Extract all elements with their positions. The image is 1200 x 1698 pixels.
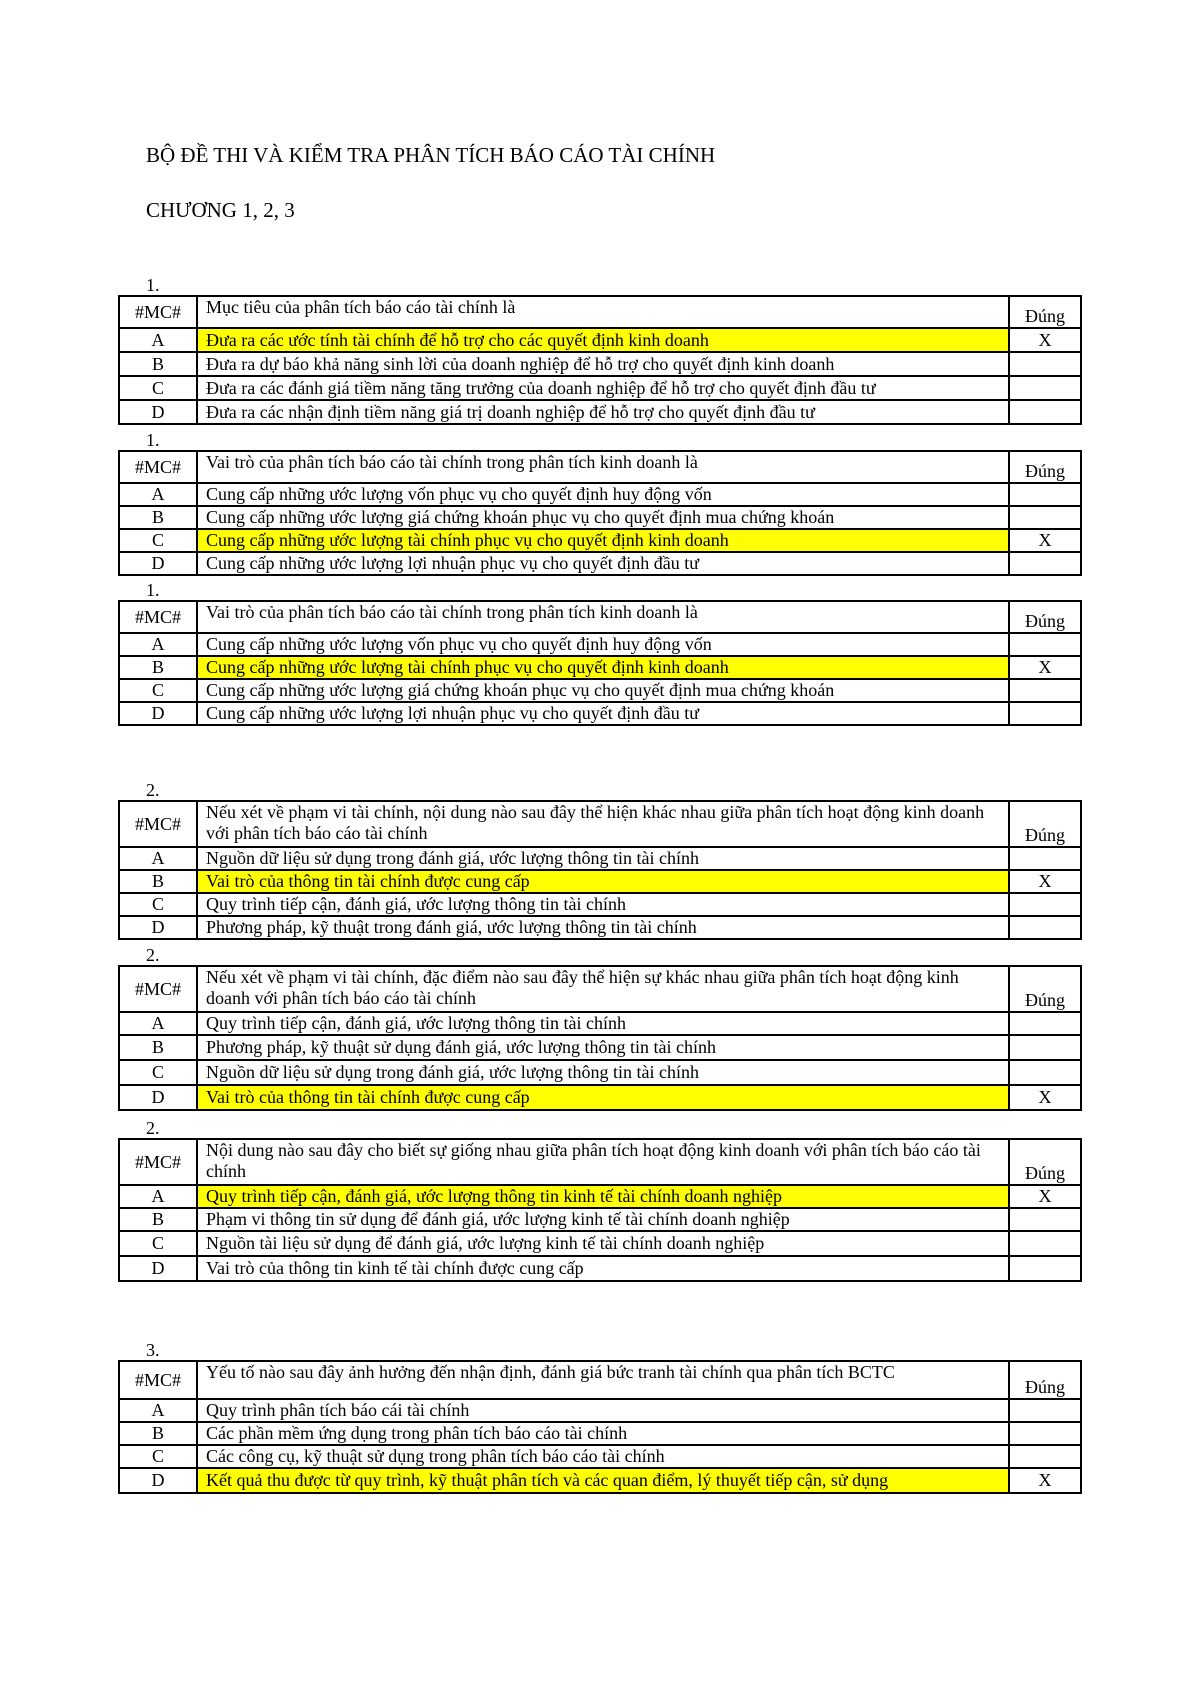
mc-table [118, 295, 1082, 425]
mc-tag: #MC# [119, 1361, 197, 1399]
option-row [119, 1468, 1081, 1493]
mc-tag: #MC# [119, 1139, 197, 1185]
correct-mark [1009, 1035, 1081, 1060]
option-row [119, 679, 1081, 702]
option-text: Đưa ra các đánh giá tiềm năng tăng trưởng của doanh nghiệp để hỗ trợ cho quyết định đầu tư [197, 376, 1009, 400]
option-row [119, 1445, 1081, 1468]
option-row [119, 529, 1081, 552]
option-letter: A [119, 1399, 197, 1422]
question-number: 3. [146, 1340, 160, 1360]
mc-table [118, 800, 1082, 940]
option-letter: A [119, 633, 197, 656]
mc-table [118, 450, 1082, 576]
mc-table [118, 1360, 1082, 1494]
option-letter: D [119, 1085, 197, 1110]
option-row [119, 633, 1081, 656]
question-number: 1. [146, 580, 160, 600]
option-letter: D [119, 702, 197, 725]
option-letter: B [119, 506, 197, 529]
correct-mark: X [1009, 1085, 1081, 1110]
option-row [119, 1035, 1081, 1060]
correct-mark [1009, 679, 1081, 702]
correct-header: Đúng [1009, 601, 1081, 633]
option-letter: D [119, 916, 197, 939]
option-row [119, 552, 1081, 575]
correct-mark [1009, 376, 1081, 400]
option-row [119, 483, 1081, 506]
correct-mark [1009, 1060, 1081, 1085]
option-letter: D [119, 1468, 197, 1493]
option-text: Nguồn tài liệu sử dụng để đánh giá, ước lượng kinh tế tài chính doanh nghiệp [197, 1231, 1009, 1256]
correct-mark [1009, 1208, 1081, 1231]
option-text: Quy trình phân tích báo cái tài chính [197, 1399, 1009, 1422]
option-text: Vai trò của thông tin kinh tế tài chính được cung cấp [197, 1256, 1009, 1281]
option-row [119, 1256, 1081, 1281]
option-text: Cung cấp những ước lượng tài chính phục vụ cho quyết định kinh doanh [197, 529, 1009, 552]
option-text: Vai trò của thông tin tài chính được cung cấp [197, 870, 1009, 893]
option-row [119, 1399, 1081, 1422]
option-letter: C [119, 1445, 197, 1468]
question-number: 2. [146, 1118, 160, 1138]
option-text: Cung cấp những ước lượng giá chứng khoán phục vụ cho quyết định mua chứng khoán [197, 506, 1009, 529]
option-row [119, 870, 1081, 893]
option-letter: C [119, 1060, 197, 1085]
option-text: Cung cấp những ước lượng giá chứng khoán phục vụ cho quyết định mua chứng khoán [197, 679, 1009, 702]
mc-tag: #MC# [119, 966, 197, 1012]
correct-mark [1009, 1012, 1081, 1035]
option-letter: A [119, 328, 197, 352]
option-text: Quy trình tiếp cận, đánh giá, ước lượng thông tin tài chính [197, 893, 1009, 916]
correct-mark: X [1009, 870, 1081, 893]
option-letter: A [119, 1185, 197, 1208]
option-text: Kết quả thu được từ quy trình, kỹ thuật phân tích và các quan điểm, lý thuyết tiếp cận, sử dụng [197, 1468, 1009, 1493]
option-row [119, 656, 1081, 679]
correct-header: Đúng [1009, 1139, 1081, 1185]
option-row [119, 1085, 1081, 1110]
correct-mark [1009, 893, 1081, 916]
option-letter: B [119, 870, 197, 893]
question-number: 2. [146, 780, 160, 800]
option-row [119, 506, 1081, 529]
option-row [119, 702, 1081, 725]
correct-mark: X [1009, 529, 1081, 552]
question-row [119, 601, 1081, 633]
correct-header: Đúng [1009, 296, 1081, 328]
option-letter: B [119, 1208, 197, 1231]
option-letter: A [119, 847, 197, 870]
option-text: Các công cụ, kỹ thuật sử dụng trong phân tích báo cáo tài chính [197, 1445, 1009, 1468]
question-row [119, 1139, 1081, 1185]
correct-mark: X [1009, 1468, 1081, 1493]
mc-table [118, 965, 1082, 1111]
correct-mark [1009, 1256, 1081, 1281]
option-text: Đưa ra các ước tính tài chính để hỗ trợ cho các quyết định kinh doanh [197, 328, 1009, 352]
option-letter: B [119, 656, 197, 679]
option-letter: A [119, 483, 197, 506]
question-text: Nếu xét về phạm vi tài chính, đặc điểm nào sau đây thể hiện sự khác nhau giữa phân tích hoạt động kinh doanh với phân tích báo cáo tài chính [197, 966, 1009, 1012]
question-row [119, 966, 1081, 1012]
option-row [119, 352, 1081, 376]
option-letter: C [119, 679, 197, 702]
option-text: Nguồn dữ liệu sử dụng trong đánh giá, ước lượng thông tin tài chính [197, 1060, 1009, 1085]
question-text: Nội dung nào sau đây cho biết sự giống nhau giữa phân tích hoạt động kinh doanh với phân tích báo cáo tài chính [197, 1139, 1009, 1185]
question-row [119, 451, 1081, 483]
option-letter: C [119, 893, 197, 916]
option-row [119, 916, 1081, 939]
correct-mark [1009, 633, 1081, 656]
option-text: Quy trình tiếp cận, đánh giá, ước lượng thông tin kinh tế tài chính doanh nghiệp [197, 1185, 1009, 1208]
document-title: BỘ ĐỀ THI VÀ KIỂM TRA PHÂN TÍCH BÁO CÁO TÀI CHÍNH [146, 143, 716, 167]
correct-mark: X [1009, 1185, 1081, 1208]
option-letter: B [119, 352, 197, 376]
chapter-subtitle: CHƯƠNG 1, 2, 3 [146, 198, 295, 222]
option-text: Quy trình tiếp cận, đánh giá, ước lượng thông tin tài chính [197, 1012, 1009, 1035]
option-text: Cung cấp những ước lượng lợi nhuận phục vụ cho quyết định đầu tư [197, 702, 1009, 725]
correct-header: Đúng [1009, 966, 1081, 1012]
option-text: Đưa ra các nhận định tiềm năng giá trị doanh nghiệp để hỗ trợ cho quyết định đầu tư [197, 400, 1009, 424]
option-letter: B [119, 1422, 197, 1445]
mc-tag: #MC# [119, 451, 197, 483]
option-letter: C [119, 376, 197, 400]
correct-mark [1009, 483, 1081, 506]
question-text: Mục tiêu của phân tích báo cáo tài chính là [197, 296, 1009, 328]
option-row [119, 1012, 1081, 1035]
correct-mark [1009, 847, 1081, 870]
question-text: Yếu tố nào sau đây ảnh hưởng đến nhận định, đánh giá bức tranh tài chính qua phân tích BCTC [197, 1361, 1009, 1399]
option-row [119, 376, 1081, 400]
correct-mark [1009, 552, 1081, 575]
correct-mark [1009, 1399, 1081, 1422]
correct-mark: X [1009, 328, 1081, 352]
option-row [119, 328, 1081, 352]
option-text: Cung cấp những ước lượng tài chính phục vụ cho quyết định kinh doanh [197, 656, 1009, 679]
option-letter: B [119, 1035, 197, 1060]
mc-table [118, 600, 1082, 726]
option-letter: D [119, 1256, 197, 1281]
option-row [119, 400, 1081, 424]
correct-mark [1009, 916, 1081, 939]
correct-mark [1009, 506, 1081, 529]
question-number: 2. [146, 945, 160, 965]
question-row [119, 1361, 1081, 1399]
option-text: Phương pháp, kỹ thuật sử dụng đánh giá, ước lượng thông tin tài chính [197, 1035, 1009, 1060]
option-letter: D [119, 552, 197, 575]
option-text: Nguồn dữ liệu sử dụng trong đánh giá, ước lượng thông tin tài chính [197, 847, 1009, 870]
question-number: 1. [146, 275, 160, 295]
correct-mark [1009, 702, 1081, 725]
option-row [119, 1185, 1081, 1208]
option-text: Cung cấp những ước lượng lợi nhuận phục vụ cho quyết định đầu tư [197, 552, 1009, 575]
mc-tag: #MC# [119, 601, 197, 633]
option-text: Vai trò của thông tin tài chính được cung cấp [197, 1085, 1009, 1110]
option-text: Các phần mềm ứng dụng trong phân tích báo cáo tài chính [197, 1422, 1009, 1445]
question-row [119, 801, 1081, 847]
correct-mark [1009, 352, 1081, 376]
correct-mark: X [1009, 656, 1081, 679]
option-row [119, 1422, 1081, 1445]
option-row [119, 1060, 1081, 1085]
option-row [119, 893, 1081, 916]
correct-mark [1009, 1422, 1081, 1445]
option-letter: C [119, 1231, 197, 1256]
option-letter: D [119, 400, 197, 424]
question-text: Nếu xét về phạm vi tài chính, nội dung nào sau đây thể hiện khác nhau giữa phân tích hoạt động kinh doanh với phân tích báo cáo tài chính [197, 801, 1009, 847]
question-text: Vai trò của phân tích báo cáo tài chính trong phân tích kinh doanh là [197, 451, 1009, 483]
mc-tag: #MC# [119, 296, 197, 328]
option-row [119, 847, 1081, 870]
question-row [119, 296, 1081, 328]
correct-header: Đúng [1009, 451, 1081, 483]
question-number: 1. [146, 430, 160, 450]
question-text: Vai trò của phân tích báo cáo tài chính trong phân tích kinh doanh là [197, 601, 1009, 633]
correct-mark [1009, 400, 1081, 424]
correct-mark [1009, 1445, 1081, 1468]
option-text: Phạm vi thông tin sử dụng để đánh giá, ước lượng kinh tế tài chính doanh nghiệp [197, 1208, 1009, 1231]
option-row [119, 1231, 1081, 1256]
option-letter: C [119, 529, 197, 552]
correct-header: Đúng [1009, 801, 1081, 847]
mc-table [118, 1138, 1082, 1282]
mc-tag: #MC# [119, 801, 197, 847]
correct-mark [1009, 1231, 1081, 1256]
option-text: Phương pháp, kỹ thuật trong đánh giá, ước lượng thông tin tài chính [197, 916, 1009, 939]
option-row [119, 1208, 1081, 1231]
option-text: Cung cấp những ước lượng vốn phục vụ cho quyết định huy động vốn [197, 483, 1009, 506]
option-text: Cung cấp những ước lượng vốn phục vụ cho quyết định huy động vốn [197, 633, 1009, 656]
correct-header: Đúng [1009, 1361, 1081, 1399]
option-text: Đưa ra dự báo khả năng sinh lời của doanh nghiệp để hỗ trợ cho quyết định kinh doanh [197, 352, 1009, 376]
option-letter: A [119, 1012, 197, 1035]
